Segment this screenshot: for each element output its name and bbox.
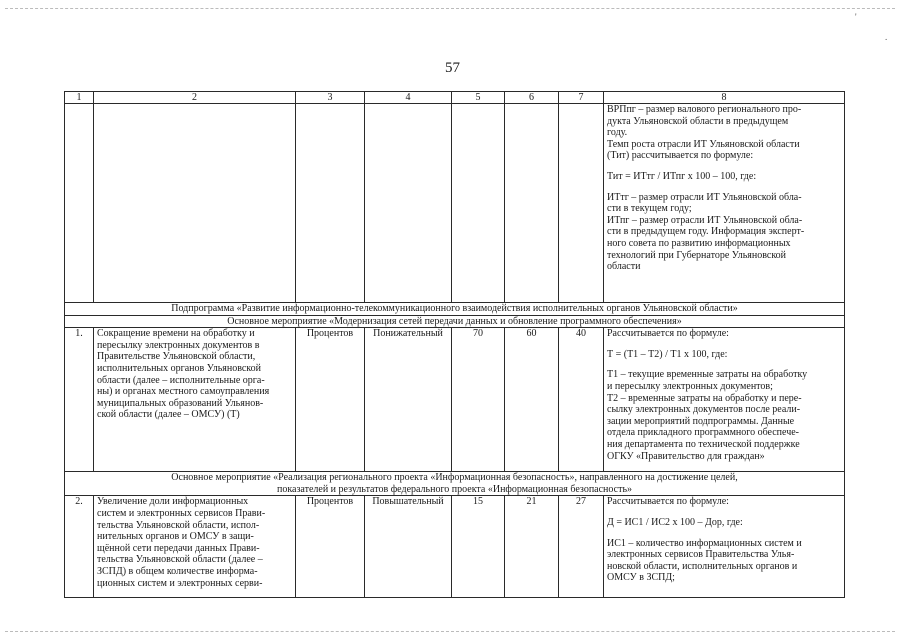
text-line [607,508,841,517]
text-line: области [607,261,641,273]
text-line: ВРПпг – размер валового регионального про- [607,104,802,115]
text-line: году. [607,127,628,139]
text-line: ОМСУ в ЗСПД; [607,572,675,584]
value-cell: 21 [505,496,559,598]
text-line: Темп роста отрасли ИТ Ульяновской области [607,138,800,150]
text-line: Основное мероприятие «Реализация регионального проекта «Информационная безопасность», направленного на достижение целей, [171,472,738,484]
indicator-name [94,328,296,472]
indicator-name [94,496,296,598]
text-line [607,529,841,538]
text-line: тельства Ульяновской области (далее – [97,554,263,566]
table-row [65,496,845,598]
indicator-table [64,91,844,598]
text-line: технологий при Губернаторе Ульяновской [607,249,787,261]
page-number: 57 [445,60,460,76]
method-cell [604,104,845,303]
text-line: показателей и результатов федерального проекта «Информационная безопасность» [276,483,633,495]
text-line [607,340,841,349]
text-line: муниципальных образований Ульянов- [97,397,264,409]
measure-title: Основное мероприятие «Модернизация сетей передачи данных и обновление программного обеспечения» [65,315,845,328]
text-line: исполнительных органов Ульяновской [97,362,262,374]
text-line: новской области, исполнительных органов и [607,560,798,572]
value-cell: 27 [559,496,604,598]
text-line: Т2 – временные затраты на обработку и пере- [607,392,802,404]
text-line: ны) и органах местного самоуправления [97,386,270,398]
header-cell: 3 [296,92,365,104]
text-line: ской области (далее – ОМСУ) (Т) [97,409,240,421]
table-header-row [65,92,845,104]
text-line: сылку электронных документов после реали- [607,404,801,416]
header-cell: 4 [365,92,452,104]
scan-edge-top [5,8,895,9]
method-cell [604,328,845,472]
text-line: ОГКУ «Правительство для граждан» [607,450,765,462]
header-cell: 6 [505,92,559,104]
text-line: сти в предыдущем году. Информация эксперт- [607,226,805,238]
header-cell: 1 [65,92,94,104]
value-cell: 40 [559,328,604,472]
value-cell: 15 [452,496,505,598]
text-line: отдела прикладного программного обеспече- [607,427,800,439]
text-line: Правительстве Ульяновской области, [97,351,256,363]
text-line: Сокращение времени на обработку и [97,328,255,340]
subprogram-title: Подпрограмма «Развитие информационно-телекоммуникационного взаимодействия исполнительных органов Ульяновской области» [65,303,845,316]
text-line: щённой сети передачи данных Прави- [97,542,260,554]
text-line: Увеличение доли информационных [97,496,249,508]
table-row-continuation [65,104,845,303]
value-cell: 70 [452,328,505,472]
text-line: и пересылку электронных документов; [607,380,773,392]
text-line: зации мероприятий подпрограммы. Данные [607,415,795,427]
text-line: области (далее – исполнительные орга- [97,374,265,386]
text-line: дукта Ульяновской области в предыдущем [607,115,789,127]
text-line [607,183,841,192]
text-line: нительных органов и ОМСУ в защи- [97,531,254,543]
text-line: Т1 – текущие временные затраты на обработку [607,369,808,381]
value-cell: 60 [505,328,559,472]
formula-line: Т = (Т1 – Т2) / Т1 х 100, где: [607,348,728,360]
text-line: пересылку электронных документов в [97,339,260,351]
row-number: 1. [65,328,94,472]
scan-mark-right: . [885,32,888,42]
text-line: электронных сервисов Правительства Улья- [607,549,795,561]
text-line: ИТпг – размер отрасли ИТ Ульяновской обла- [607,214,803,226]
formula-line: Д = ИС1 / ИС2 х 100 – Дор, где: [607,516,743,528]
row-number: 2. [65,496,94,598]
text-line: ИТтг – размер отрасли ИТ Ульяновской обла- [607,191,802,203]
type-cell: Понижательный [365,328,452,472]
scan-edge-bottom [5,631,895,632]
text-line: ционных систем и электронных серви- [97,577,263,589]
text-line: сти в текущем году; [607,203,692,215]
unit-cell: Процентов [296,328,365,472]
table-row [65,328,845,472]
text-line: ного совета по развитию информационных [607,237,791,249]
text-line: систем и электронных сервисов Прави- [97,507,266,519]
text-line: (Тит) рассчитывается по формуле: [607,150,754,162]
header-cell: 7 [559,92,604,104]
text-line: ния департамента по технической поддержке [607,438,800,450]
measure-row [65,315,845,328]
scan-mark-top-right: ' [855,12,857,22]
header-cell: 8 [604,92,845,104]
text-line [607,162,841,171]
measure-title [65,472,845,496]
method-cell [604,496,845,598]
unit-cell: Процентов [296,496,365,598]
measure-row [65,472,845,496]
formula-line: Тит = ИТтг / ИТпг х 100 – 100, где: [607,170,757,182]
text-line: Рассчитывается по формуле: [607,328,729,340]
subprogram-row [65,303,845,316]
text-line: ИС1 – количество информационных систем и [607,537,802,549]
header-cell: 2 [94,92,296,104]
text-line: тельства Ульяновской области, испол- [97,519,260,531]
header-cell: 5 [452,92,505,104]
text-line: Рассчитывается по формуле: [607,496,729,508]
text-line: ЗСПД) в общем количестве информа- [97,565,258,577]
text-line [607,360,841,369]
type-cell: Повышательный [365,496,452,598]
